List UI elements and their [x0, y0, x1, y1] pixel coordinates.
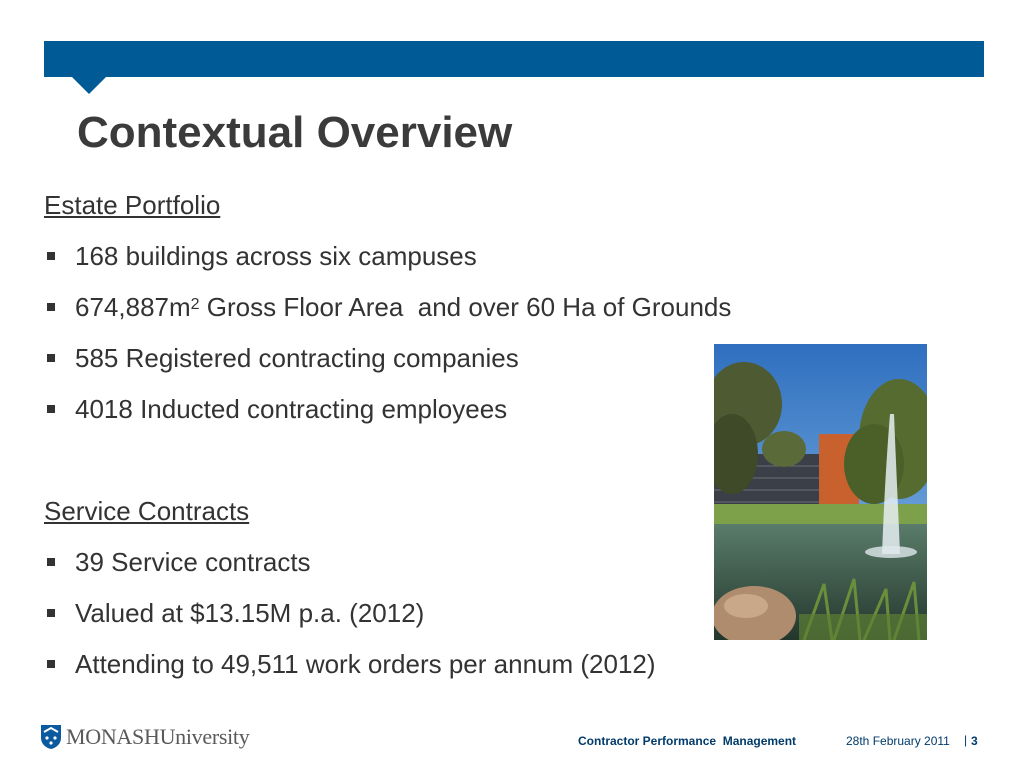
logo-wordmark: MONASHUniversity: [66, 724, 250, 749]
bullet-text: 674,887m: [75, 292, 191, 322]
square-bullet-icon: [47, 405, 55, 413]
bullet-text: 39 Service contracts: [75, 547, 311, 577]
bullet-floor-area: [44, 288, 844, 326]
bullet-text: Attending to 49,511 work orders per annum (2012): [75, 649, 656, 679]
header-bar: [44, 41, 984, 77]
square-bullet-icon: [47, 558, 55, 566]
bullet-work-orders: [44, 645, 844, 683]
square-bullet-icon: [47, 252, 55, 260]
bullet-text: 585 Registered contracting companies: [75, 343, 519, 373]
service-contracts-heading: Service Contracts: [44, 496, 250, 526]
footer-presentation-title: Contractor Performance Management: [578, 734, 797, 748]
slide-title: Contextual Overview: [77, 108, 513, 157]
page-number: 3: [971, 734, 978, 748]
campus-photo: [714, 344, 927, 640]
superscript-2: 2: [190, 296, 200, 313]
estate-portfolio-heading: Estate Portfolio: [44, 190, 221, 220]
campus-lake-fountain-photo-icon: [714, 344, 927, 640]
bullet-text: Valued at $13.15M p.a. (2012): [75, 598, 425, 628]
square-bullet-icon: [47, 354, 55, 362]
header-bar-notch: [72, 77, 106, 94]
monash-crest-icon: [40, 724, 62, 750]
footer-date: 28th February 2011: [846, 734, 950, 748]
monash-university-logo: [40, 722, 249, 752]
footer-separator: |: [964, 733, 968, 747]
square-bullet-icon: [47, 609, 55, 617]
square-bullet-icon: [47, 303, 55, 311]
square-bullet-icon: [47, 660, 55, 668]
bullet-text: 168 buildings across six campuses: [75, 241, 477, 271]
bullet-buildings: [44, 237, 844, 275]
bullet-text: 4018 Inducted contracting employees: [75, 394, 508, 424]
bullet-text-cont: Gross Floor Area and over 60 Ha of Grounds: [199, 292, 732, 322]
